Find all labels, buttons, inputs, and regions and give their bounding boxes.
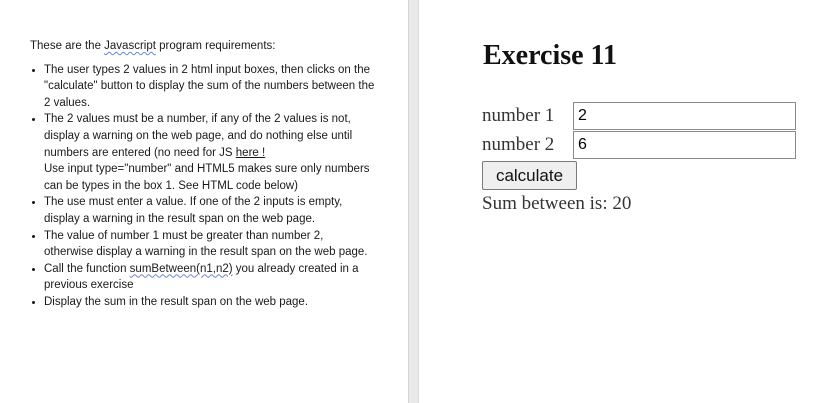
pane-divider[interactable]	[408, 0, 419, 403]
number2-row	[482, 131, 796, 159]
requirement-text-after: you already created in a previous exercise	[44, 262, 359, 292]
requirement-item-2	[30, 111, 375, 194]
requirement-text-before-link: The 2 values must be a number, if any of the 2 values is not, display a warning on the web page, and do nothing else until numbers are entered (no need for JS	[44, 113, 353, 159]
requirement-text: Display the sum in the result span on the web page.	[44, 295, 309, 308]
number1-input[interactable]	[573, 102, 796, 130]
here-link[interactable]: here !	[235, 146, 266, 159]
requirement-text: The use must enter a value. If one of the 2 inputs is empty, display a warning in the result span on the web page.	[44, 196, 343, 225]
exercise-web-page	[482, 0, 822, 403]
requirements-document	[30, 38, 375, 311]
requirement-item-5	[30, 261, 375, 294]
intro-prefix: These are the	[30, 40, 105, 52]
intro-javascript-word: Javascript	[104, 40, 156, 52]
requirement-text: The user types 2 values in 2 html input boxes, then clicks on the "calculate" button to display the sum of the numbers between the 2 values.	[44, 63, 375, 109]
requirement-item-3	[30, 194, 375, 227]
intro-suffix: program requirements:	[155, 40, 276, 52]
requirement-item-4	[30, 228, 375, 261]
calculate-button[interactable]: calculate	[482, 161, 577, 190]
requirement-text-after-link: Use input type="number" and HTML5 makes sure only numbers can be types in the box 1. See HTML code below)	[44, 163, 370, 192]
number2-label: number 2	[482, 134, 555, 155]
function-name: sumBetween(n1,n2)	[129, 262, 233, 275]
requirement-text-before: Call the function	[44, 262, 130, 275]
page-title: Exercise 11	[483, 40, 618, 71]
requirements-list	[30, 62, 375, 311]
requirement-item-1	[30, 62, 375, 112]
requirement-text: The value of number 1 must be greater than number 2, otherwise display a warning in the result span on the web page.	[44, 229, 368, 259]
intro-line	[30, 38, 375, 55]
number2-input[interactable]	[573, 131, 796, 159]
number1-row	[482, 102, 796, 130]
number1-label: number 1	[482, 105, 555, 126]
result-span: Sum between is: 20	[482, 193, 632, 214]
requirement-item-6	[30, 294, 375, 311]
